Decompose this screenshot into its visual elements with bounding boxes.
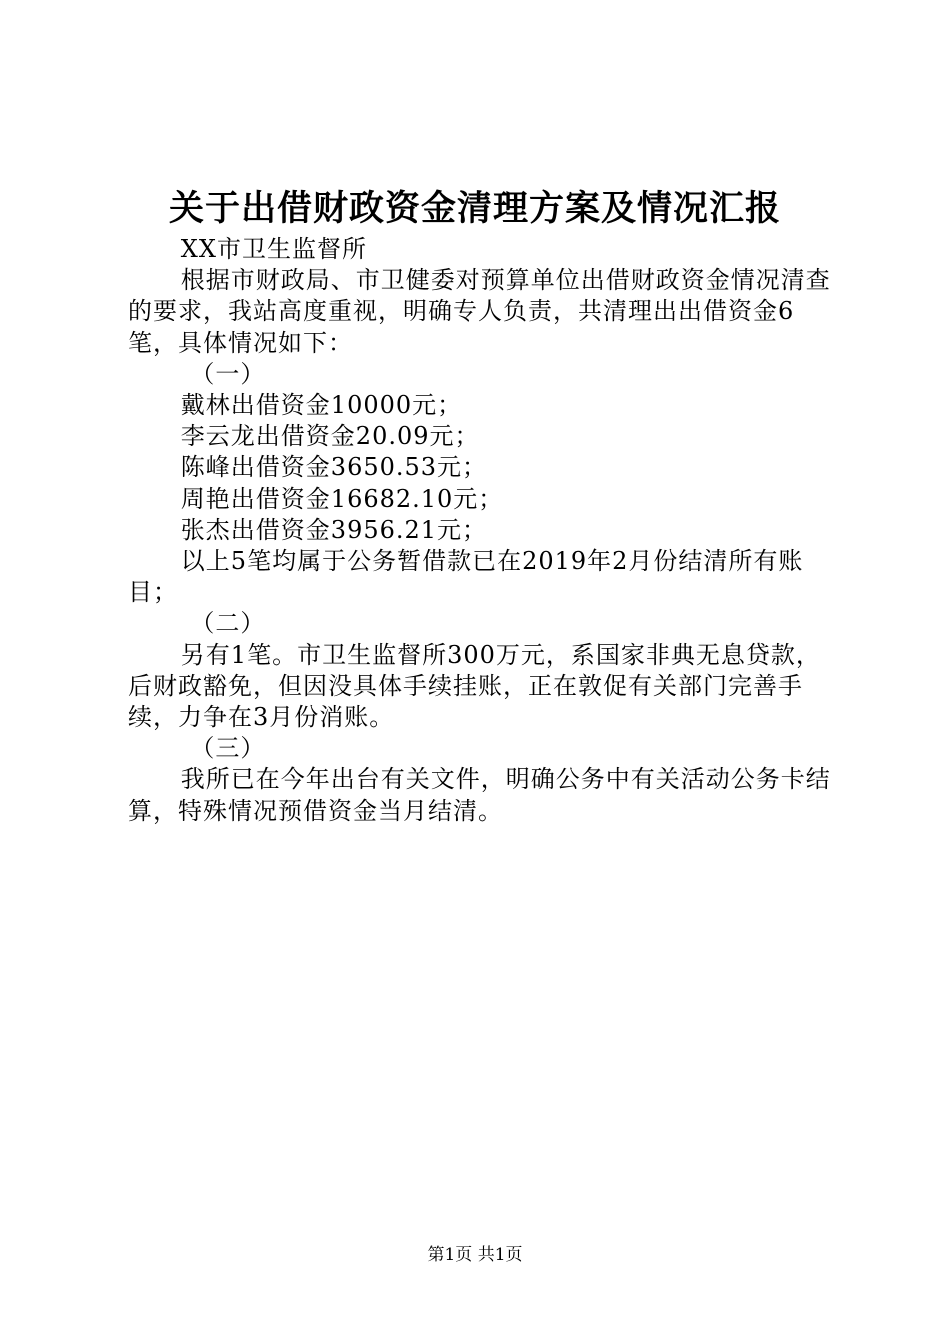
- section-1-summary: 以上5笔均属于公务暂借款已在2019年2月份结清所有账目；: [128, 547, 804, 607]
- document-title: 关于出借财政资金清理方案及情况汇报: [168, 189, 781, 229]
- document-body: [128, 234, 840, 827]
- section-2-heading: （二）: [190, 609, 266, 638]
- section-1-heading: （一）: [190, 359, 266, 388]
- loan-item: 李云龙出借资金20.09元；: [180, 422, 480, 451]
- loan-item: 陈峰出借资金3650.53元；: [180, 453, 488, 482]
- organization-name: XX市卫生监督所: [180, 235, 367, 263]
- loan-item: 周艳出借资金16682.10元；: [180, 484, 504, 513]
- loan-item: 张杰出借资金3956.21元；: [180, 515, 488, 544]
- intro-paragraph: 根据市财政局、市卫健委对预算单位出借财政资金情况清查的要求，我站高度重视，明确专人负责，共清理出出借资金6笔，具体情况如下：: [128, 266, 831, 357]
- page-footer: 第1页 共1页: [427, 1245, 523, 1265]
- loan-item: 戴林出借资金10000元；: [180, 391, 463, 420]
- section-3-text: 我所已在今年出台有关文件，明确公务中有关活动公务卡结算，特殊情况预借资金当月结清。: [128, 765, 831, 825]
- section-3-heading: （三）: [190, 734, 266, 763]
- section-2-text: 另有1笔。市卫生监督所300万元，系国家非典无息贷款，后财政豁免，但因没具体手续挂账，正在敦促有关部门完善手续，力争在3月份消账。: [128, 640, 821, 732]
